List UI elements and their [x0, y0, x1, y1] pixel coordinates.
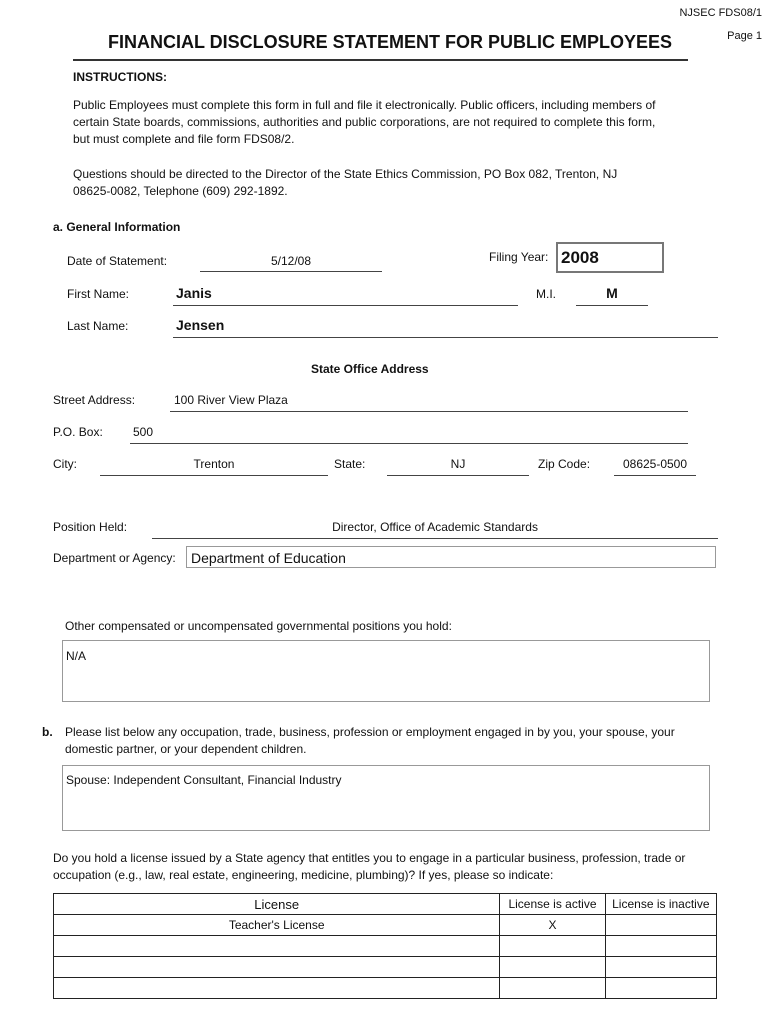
- occupation-value: Spouse: Independent Consultant, Financial Industry: [66, 773, 342, 787]
- po-box-label: P.O. Box:: [53, 425, 103, 439]
- table-row: [54, 957, 717, 978]
- state-label: State:: [334, 457, 366, 471]
- zip-field[interactable]: 08625-0500: [622, 457, 688, 471]
- department-label: Department or Agency:: [53, 551, 176, 565]
- license-cell[interactable]: [54, 957, 500, 978]
- date-label: Date of Statement:: [67, 254, 168, 268]
- city-underline: [100, 475, 328, 476]
- street-underline: [170, 411, 688, 412]
- inactive-cell[interactable]: [605, 936, 716, 957]
- mi-underline: [576, 305, 648, 306]
- position-field[interactable]: Director, Office of Academic Standards: [332, 520, 538, 534]
- col-active-header: License is active: [500, 894, 605, 915]
- position-label: Position Held:: [53, 520, 128, 534]
- license-cell[interactable]: [54, 936, 500, 957]
- filing-year-value: 2008: [561, 248, 599, 267]
- form-id: NJSEC FDS08/1: [679, 7, 762, 19]
- other-positions-value: N/A: [66, 649, 87, 663]
- title-underline: [73, 59, 688, 61]
- inactive-cell[interactable]: [605, 915, 716, 936]
- page-number: Page 1: [727, 30, 762, 42]
- street-field[interactable]: 100 River View Plaza: [174, 393, 288, 407]
- street-label: Street Address:: [53, 393, 136, 407]
- license-question: occupation (e.g., law, real estate, engineering, medicine, plumbing)? If yes, please so indicate:: [53, 868, 554, 882]
- inactive-cell[interactable]: [605, 978, 716, 999]
- license-cell[interactable]: Teacher's License: [54, 915, 500, 936]
- state-underline: [387, 475, 529, 476]
- other-positions-field[interactable]: [62, 640, 710, 702]
- contact-text: 08625-0082, Telephone (609) 292-1892.: [73, 184, 288, 198]
- section-a-heading: a. General Information: [53, 220, 181, 234]
- section-b-text: domestic partner, or your dependent children.: [65, 742, 307, 756]
- col-license-header: License: [54, 894, 500, 915]
- table-row: [54, 978, 717, 999]
- active-cell[interactable]: X: [500, 915, 605, 936]
- address-heading: State Office Address: [311, 362, 429, 376]
- instructions-text: Public Employees must complete this form in full and file it electronically. Public officers, including members of: [73, 98, 656, 112]
- license-cell[interactable]: [54, 978, 500, 999]
- department-value: Department of Education: [191, 550, 346, 566]
- mi-label: M.I.: [536, 287, 556, 301]
- other-positions-label: Other compensated or uncompensated governmental positions you hold:: [65, 619, 452, 633]
- last-name-label: Last Name:: [67, 319, 129, 333]
- date-field[interactable]: 5/12/08: [270, 254, 312, 268]
- page-title: FINANCIAL DISCLOSURE STATEMENT FOR PUBLIC EMPLOYEES: [108, 32, 673, 52]
- zip-label: Zip Code:: [538, 457, 591, 471]
- city-field[interactable]: Trenton: [193, 457, 235, 471]
- active-cell[interactable]: [500, 936, 605, 957]
- table-row: [54, 915, 717, 936]
- active-cell[interactable]: [500, 978, 605, 999]
- active-cell[interactable]: [500, 957, 605, 978]
- po-box-field[interactable]: 500: [133, 425, 154, 439]
- contact-text: Questions should be directed to the Director of the State Ethics Commission, PO Box 082, Trenton, NJ: [73, 167, 618, 181]
- inactive-cell[interactable]: [605, 957, 716, 978]
- last-name-underline: [173, 337, 718, 338]
- table-row: [54, 936, 717, 957]
- instructions-text: certain State boards, commissions, authorities and public corporations, are not required to complete this form,: [73, 115, 656, 129]
- section-b-text: Please list below any occupation, trade, business, profession or employment engaged in by you, your spouse, your: [65, 725, 675, 739]
- col-inactive-header: License is inactive: [605, 894, 716, 915]
- department-field[interactable]: [186, 546, 716, 568]
- mi-field[interactable]: M: [606, 285, 618, 301]
- occupation-field[interactable]: [62, 765, 710, 831]
- section-b-marker: b.: [42, 725, 53, 739]
- license-question: Do you hold a license issued by a State agency that entitles you to engage in a particular business, profession, trade or: [53, 851, 686, 865]
- date-underline: [200, 271, 382, 272]
- zip-underline: [614, 475, 696, 476]
- instructions-text: but must complete and file form FDS08/2.: [73, 132, 295, 146]
- city-label: City:: [53, 457, 77, 471]
- license-table-header: [54, 894, 717, 915]
- last-name-field[interactable]: Jensen: [176, 317, 225, 333]
- state-field[interactable]: NJ: [450, 457, 466, 471]
- filing-year-field[interactable]: [556, 242, 664, 273]
- position-underline: [152, 538, 718, 539]
- first-name-underline: [173, 305, 518, 306]
- first-name-field[interactable]: Janis: [176, 285, 212, 301]
- filing-year-label: Filing Year:: [489, 250, 549, 264]
- first-name-label: First Name:: [67, 287, 130, 301]
- instructions-heading: INSTRUCTIONS:: [73, 70, 167, 84]
- po-box-underline: [130, 443, 688, 444]
- license-table: [53, 893, 717, 999]
